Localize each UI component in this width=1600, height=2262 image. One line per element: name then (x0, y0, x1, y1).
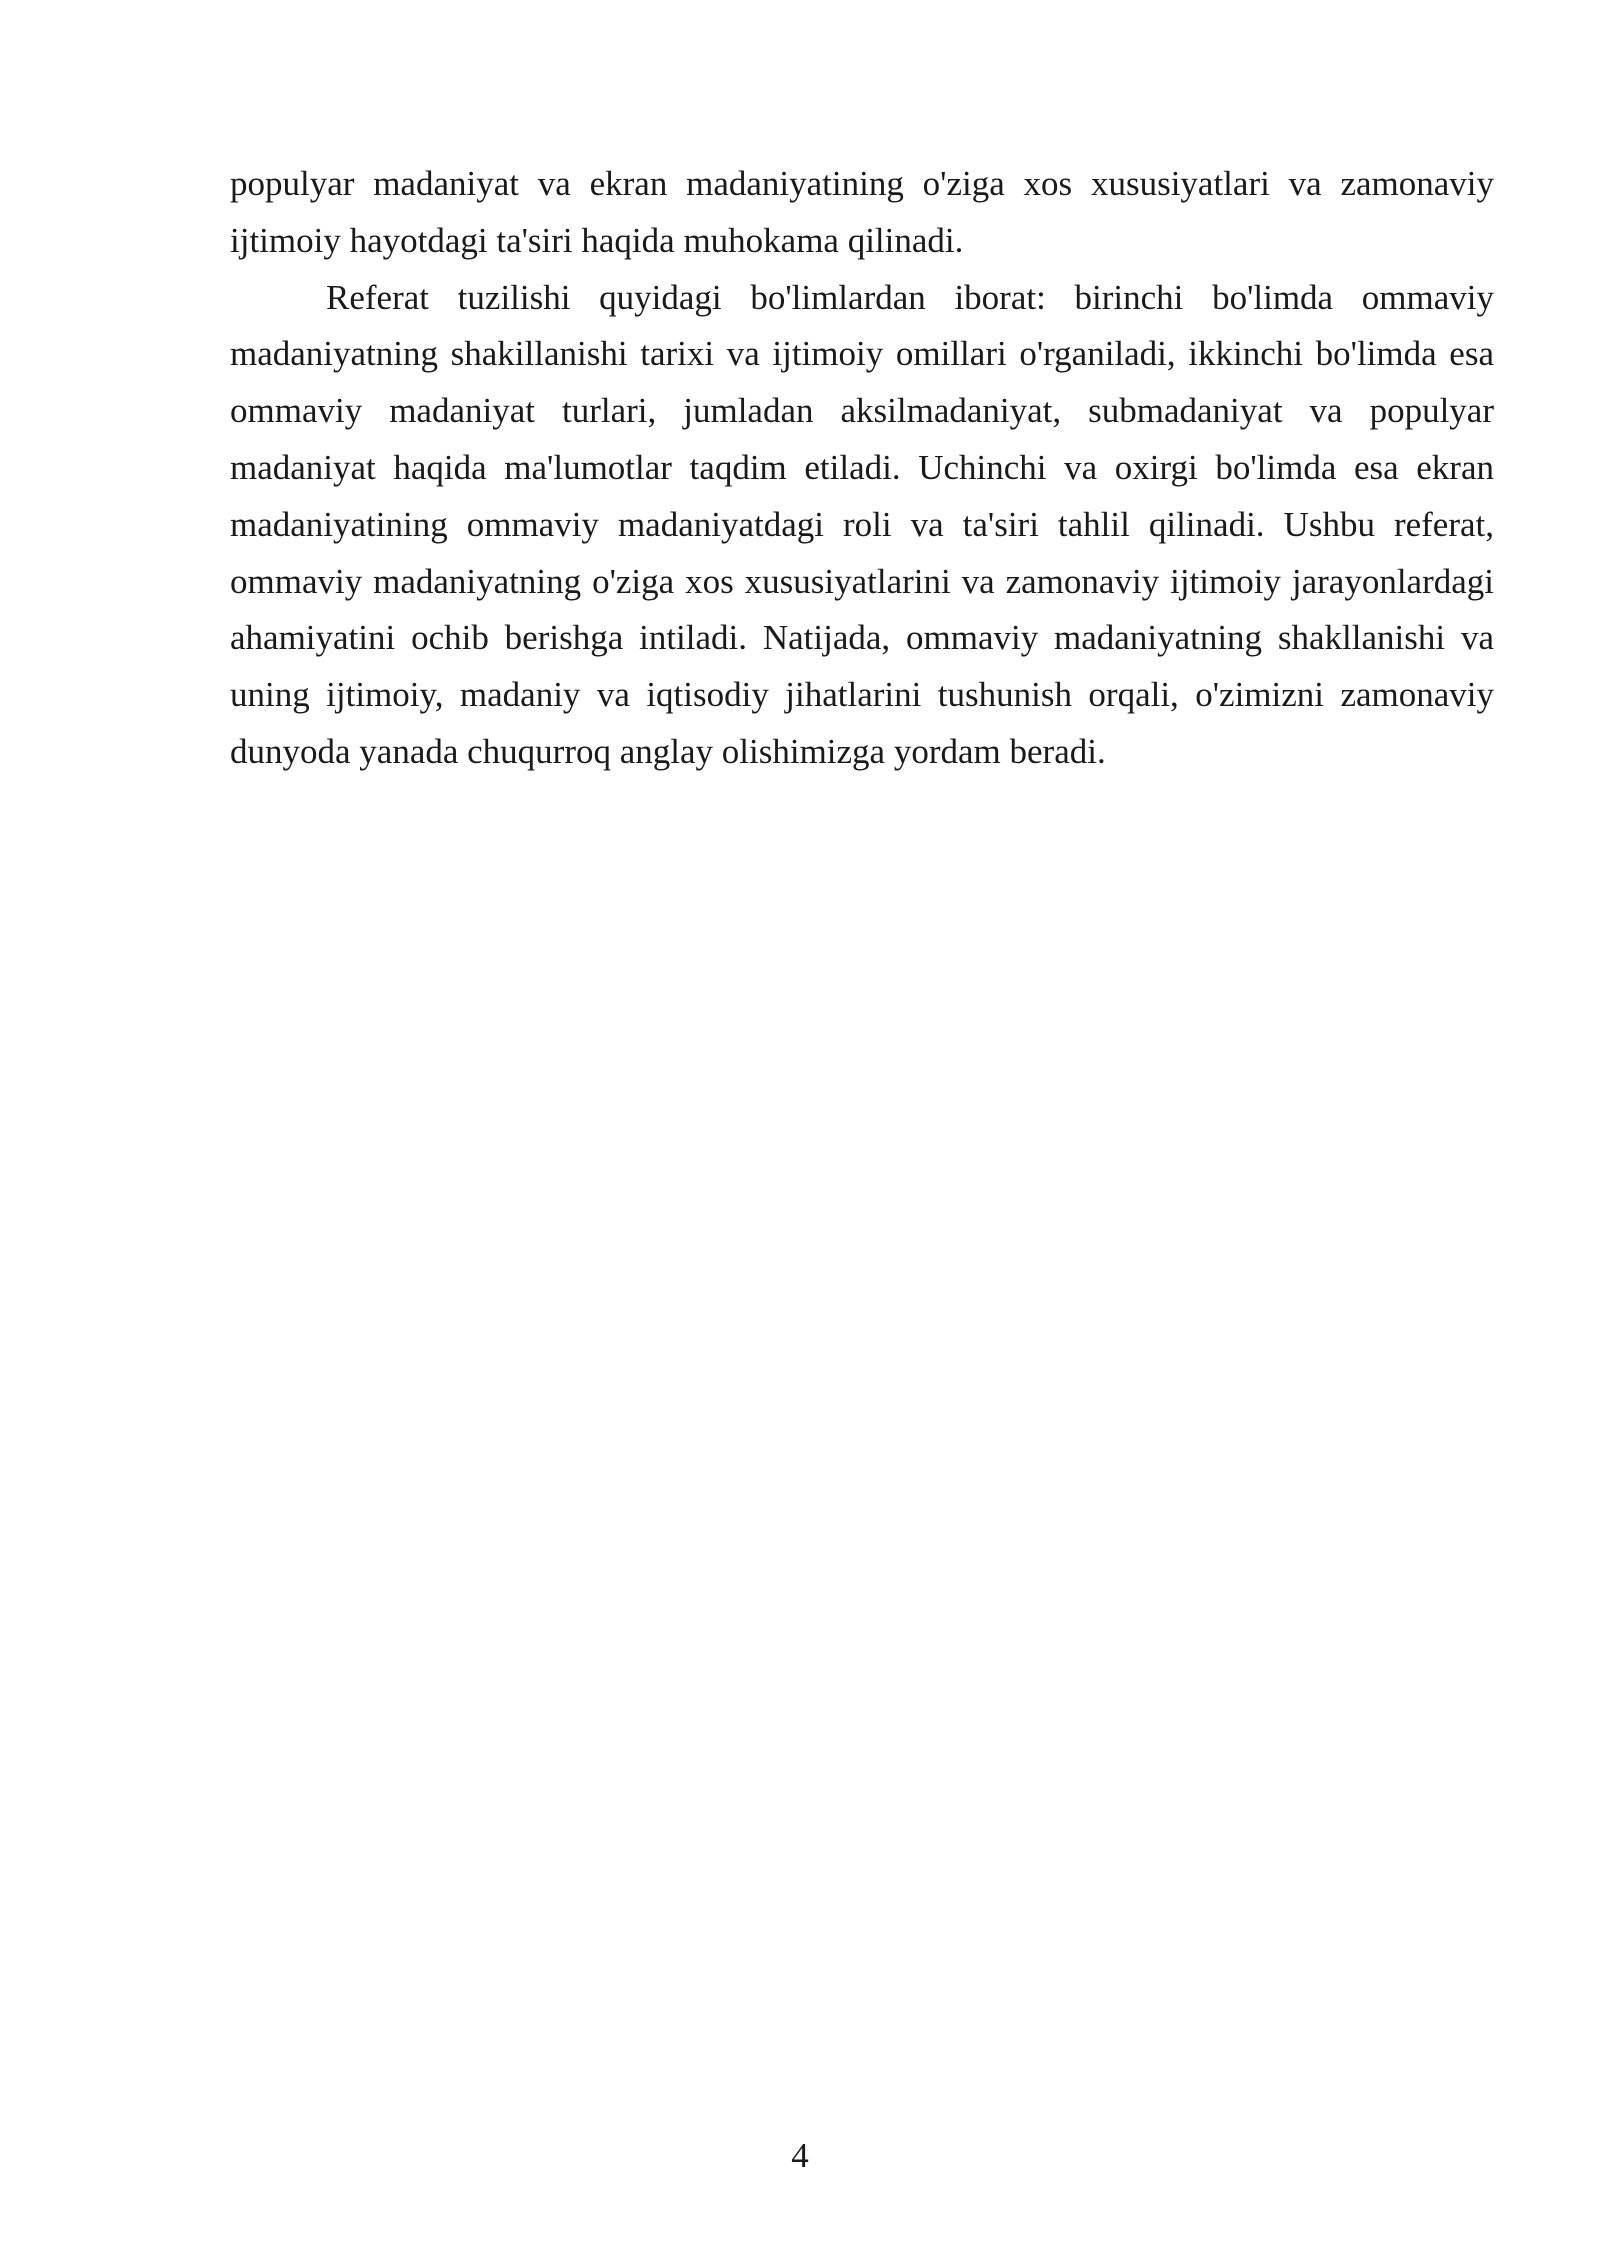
page-number: 4 (791, 2136, 809, 2175)
body-text (230, 156, 1494, 781)
paragraph-structure: Referat tuzilishi quyidagi bo'limlardan iborat: birinchi bo'limda ommaviy madaniyatning shakillanishi tarixi va ijtimoiy omillari o'rganiladi, ikkinchi bo'limda esa ommaviy madaniyat turlari, jumladan aksilmadaniyat, submadaniyat va populyar madaniyat haqida ma'lumotlar taqdim etiladi. Uchinchi va oxirgi bo'limda esa ekran madaniyatining ommaviy madaniyatdagi roli va ta'siri tahlil qilinadi. Ushbu referat, ommaviy madaniyatning o'ziga xos xususiyatlarini va zamonaviy ijtimoiy jarayonlardagi ahamiyatini ochib berishga intiladi. Natijada, ommaviy madaniyatning shakllanishi va uning ijtimoiy, madaniy va iqtisodiy jihatlarini tushunish orqali, o'zimizni zamonaviy dunyoda yanada chuqurroq anglay olishimizga yordam beradi. (230, 277, 1494, 771)
paragraph-continuation: populyar madaniyat va ekran madaniyatining o'ziga xos xususiyatlari va zamonaviy ijtimoiy hayotdagi ta'siri haqida muhokama qilinadi. (230, 164, 1494, 260)
